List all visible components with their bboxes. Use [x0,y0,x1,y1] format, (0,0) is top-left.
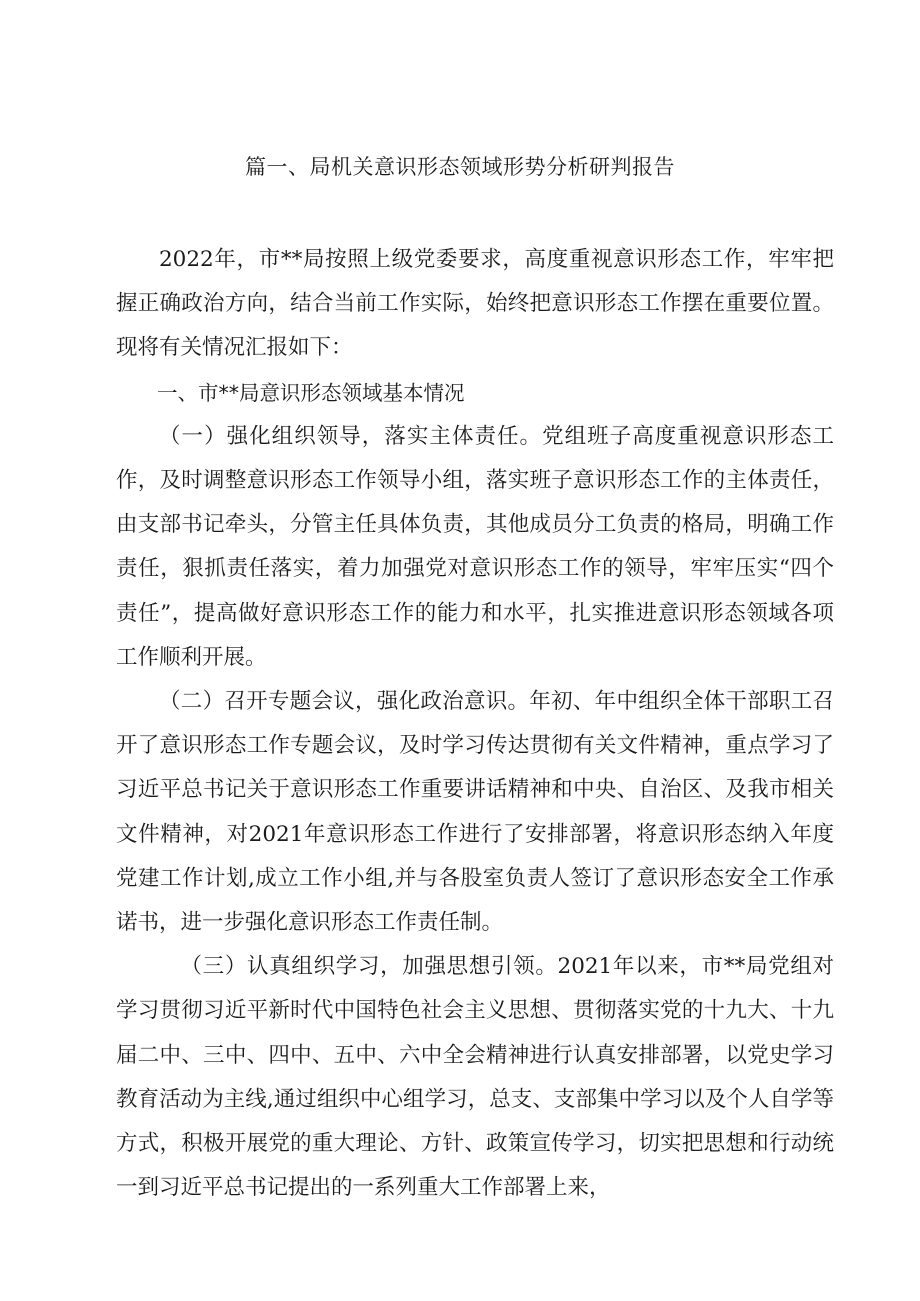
intro-paragraph: 2022年，市**局按照上级党委要求，高度重视意识形态工作，牢牢把握正确政治方向，结合当前工作实际，始终把意识形态工作摆在重要位置。现将有关情况汇报如下： [116,247,834,361]
paragraph-1: （一）强化组织领导，落实主体责任。党组班子高度重视意识形态工作，及时调整意识形态工作领导小组，落实班子意识形态工作的主体责任，由支部书记牵头，分管主任具体负责，其他成员分工负责的格局，明确工作责任，狠抓责任落实，着力加强党对意识形态工作的领导，牢牢压实“四个责任”，提高做好意识形态工作的能力和水平，扎实推进意识形态领域各项工作顺利开展。 [116,423,834,670]
document-title: 篇一、局机关意识形态领域形势分析研判报告 [245,155,675,179]
paragraph-2: （二）召开专题会议，强化政治意识。年初、年中组织全体干部职工召开了意识形态工作专题会议，及时学习传达贯彻有关文件精神，重点学习了习近平总书记关于意识形态工作重要讲话精神和中央、自治区、及我市相关文件精神，对2021年意识形态工作进行了安排部署，将意识形态纳入年度党建工作计划,成立工作小组,并与各股室负责人签订了意识形态安全工作承诺书，进一步强化意识形态工作责任制。 [116,689,834,936]
document-body [116,238,834,1210]
section-heading: 一、市**局意识形态领域基本情况 [157,380,465,405]
paragraph-3: （三）认真组织学习，加强思想引领。2021年以来，市**局党组对学习贯彻习近平新时代中国特色社会主义思想、贯彻落实党的十九大、十九届二中、三中、四中、五中、六中全会精神进行认真安排部署，以党史学习教育活动为主线,通过组织中心组学习，总支、支部集中学习以及个人自学等方式，积极开展党的重大理论、方针、政策宣传学习，切实把思想和行动统一到习近平总书记提出的一系列重大工作部署上来， [116,954,834,1201]
